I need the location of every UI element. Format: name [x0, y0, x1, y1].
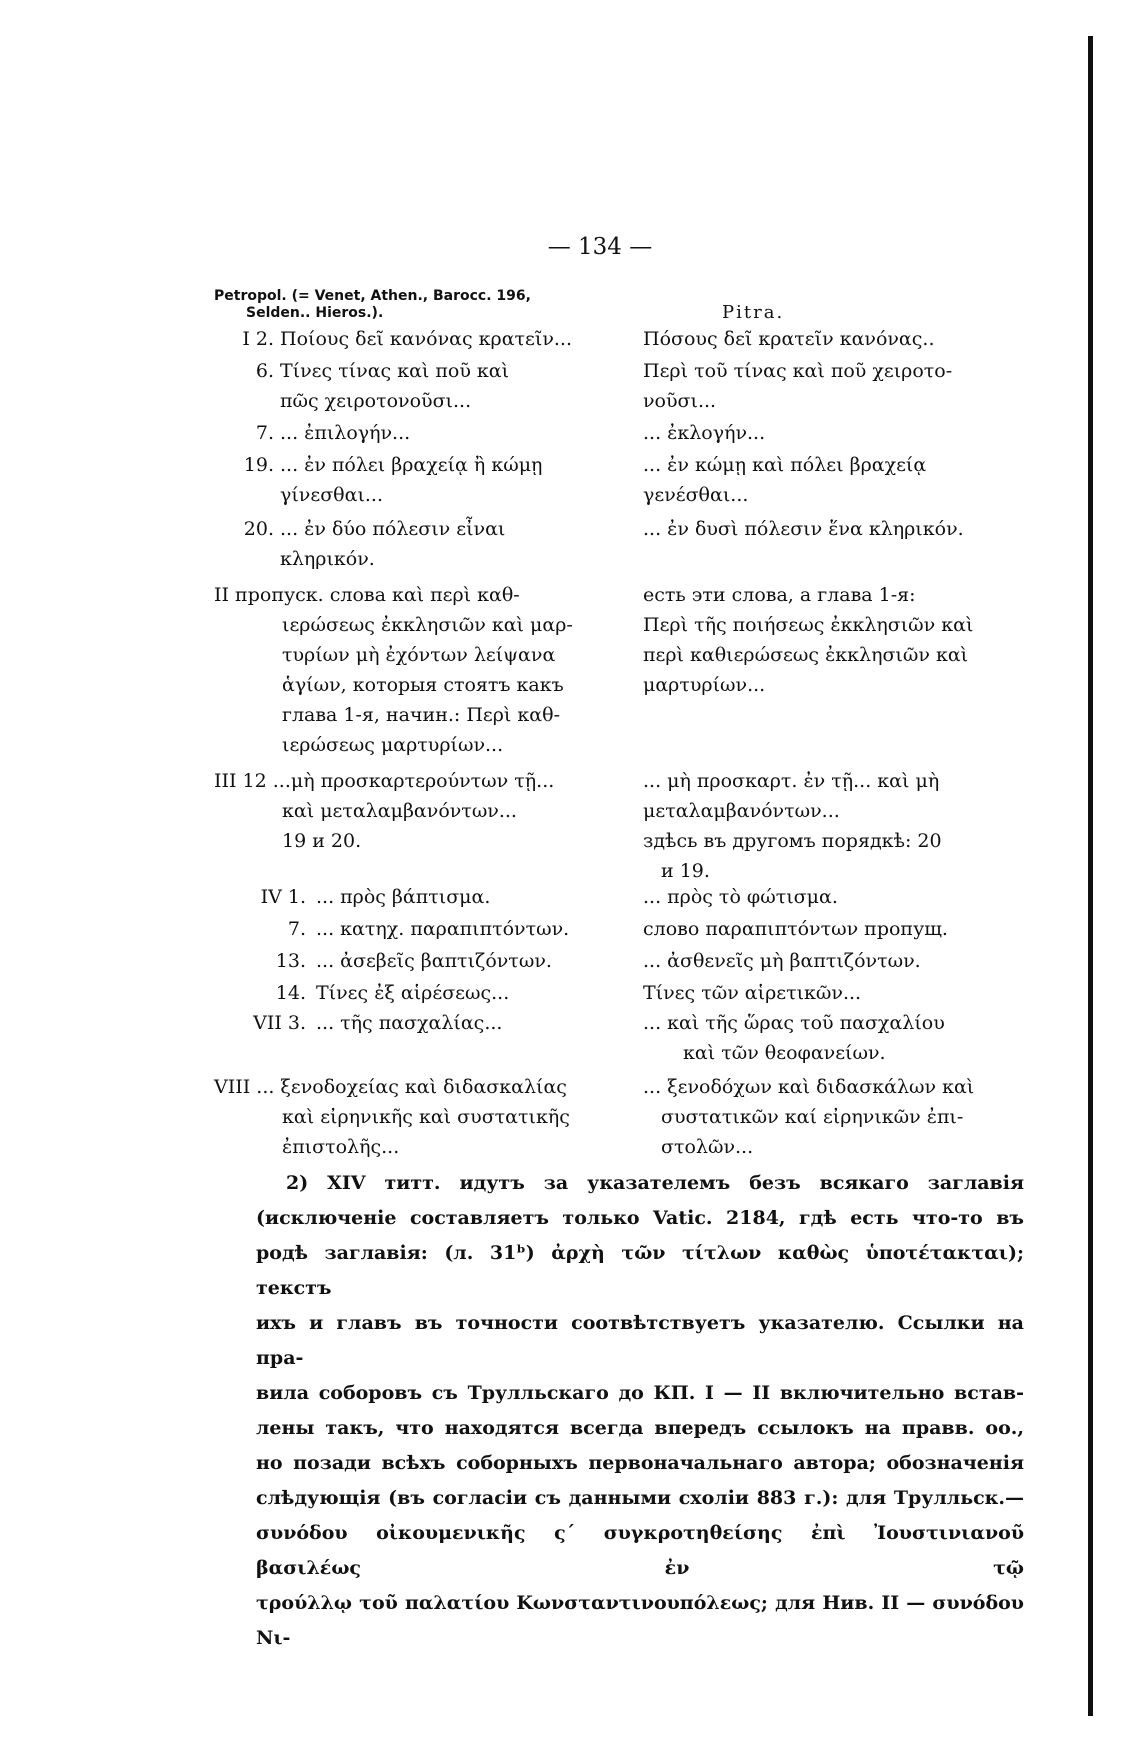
block2-left-line: II пропуск. слова καὶ περὶ καθ- — [214, 584, 520, 606]
row-right: ... καὶ τῆς ὥρας τοῦ πασχαλίου — [643, 1012, 945, 1034]
block2-left-line: глава 1-я, начин.: Περὶ καθ- — [282, 704, 560, 726]
paragraph-line: 2) XIV титт. идутъ за указателемъ безъ всякаго заглавія — [286, 1172, 1024, 1194]
block2-right-line: μαρτυρίων... — [643, 674, 766, 696]
block3-left-line: III 12 ...μὴ προσκαρτερούντων τῇ... — [214, 770, 555, 792]
row-right-cont: νοῦσι... — [643, 390, 717, 412]
row-num: 7. — [255, 422, 274, 444]
block3-left — [214, 766, 642, 856]
paragraph-line: τρούλλῳ τοῦ παλατίου Κωνσταντινουπόλεως; для Нив. II — συνόδου Νι- — [256, 1592, 1024, 1649]
row-right-cont: γενέσθαι... — [643, 484, 749, 506]
row-num: IV 1. — [260, 886, 306, 908]
row-right: ... ἐκλογήν... — [643, 422, 766, 444]
row-num: 19. — [243, 454, 274, 476]
block2-left-line: ιερώσεως ἐκκλησιῶν καὶ μαρ- — [282, 614, 573, 636]
block2-right-line: περὶ καθιερώσεως ἐκκλησιῶν καὶ — [643, 644, 969, 666]
paragraph-line: но позади всѣхъ соборныхъ первоначальнаго автора; обозначенія — [256, 1452, 1024, 1474]
left-header-line1: Petropol. (= Venet, Athen., Barocc. 196, — [214, 288, 531, 304]
block5-left-line: ἐπιστολῆς... — [282, 1136, 400, 1158]
row-right: ... ἐν δυσὶ πόλεσιν ἕνα κληρικόν. — [643, 518, 964, 540]
row-right: ... πρὸς τὸ φώτισμα. — [643, 886, 838, 908]
block5-right-line: ... ξενοδόχων καὶ διδασκάλων καὶ — [643, 1076, 975, 1098]
row-left: ... ἀσεβεῖς βαπτιζόντων. — [316, 950, 552, 972]
paragraph-line: вила соборовъ съ Трулльскаго до КП. I — II включительно встав- — [256, 1382, 1024, 1404]
block2-right — [643, 580, 1023, 700]
block3-right-line: и 19. — [661, 860, 710, 882]
block2-left-line: ἁγίων, которыя стоятъ какъ — [282, 674, 564, 696]
row-left: Ποίους δεῖ κανόνας κρατεῖν... — [280, 328, 573, 350]
body-paragraph — [256, 1166, 1024, 1656]
row-num: 14. — [275, 982, 306, 1004]
row-num: I 2. — [242, 328, 274, 350]
block3-left-line: καὶ μεταλαμβανόντων... — [282, 800, 517, 822]
row-right: Πόσους δεῖ κρατεῖν κανόνας.. — [643, 328, 935, 350]
row-num: 20. — [243, 518, 274, 540]
row-left: ... κατηχ. παραπιπτόντων. — [316, 918, 570, 940]
row-right-cont: καὶ τῶν θεοφανείων. — [683, 1042, 886, 1064]
paragraph-line: συνόδου οἰκουμενικῆς ς´ συγκροτηθείσης ἐπὶ Ἰουστινιανοῦ βασιλέως ἐν τῷ — [256, 1522, 1024, 1579]
block2-left-line: ιερώσεως μαρτυρίων... — [282, 734, 504, 756]
left-column-header — [214, 288, 654, 322]
block5-right-line: στολῶν... — [661, 1136, 754, 1158]
block3-right — [643, 766, 1023, 886]
row-right: Περὶ τοῦ τίνας καὶ ποῦ χειροτο- — [643, 360, 953, 382]
left-header-line2: Selden.. Hieros.). — [246, 305, 384, 321]
block5-left — [214, 1072, 642, 1162]
row-left-cont: πῶς χειροτονοῦσι... — [280, 390, 472, 412]
row-left: ... πρὸς βάπτισμα. — [316, 886, 491, 908]
page-edge-rule — [1088, 36, 1093, 1716]
row-left-cont: κληρικόν. — [280, 548, 375, 570]
paragraph-line: слѣдующія (въ согласіи съ данными схоліи 883 г.): для Трулльск.— — [256, 1487, 1024, 1509]
block2-right-line: Περὶ τῆς ποιήσεως ἐκκλησιῶν καὶ — [643, 614, 974, 636]
row-num: 6. — [255, 360, 274, 382]
row-num: 7. — [287, 918, 306, 940]
row-right: слово παραπιπτόντων пропущ. — [643, 918, 948, 940]
block3-right-line: μεταλαμβανόντων... — [643, 800, 840, 822]
row-num: VII 3. — [253, 1012, 306, 1034]
row-num: 13. — [275, 950, 306, 972]
paragraph-line: лены такъ, что находятся всегда впередъ ссылокъ на правв. оо., — [256, 1417, 1024, 1439]
block3-left-line: 19 и 20. — [282, 830, 362, 852]
row-left: ... ἐν πόλει βραχείᾳ ἢ κώμῃ — [280, 454, 543, 476]
paragraph-line: (исключеніе составляетъ только Vatic. 2184, гдѣ есть что-то въ — [256, 1207, 1024, 1229]
row-left: ... ἐν δύο πόλεσιν εἶναι — [280, 518, 506, 540]
paragraph-line: ихъ и главъ въ точности соотвѣтствуетъ указателю. Ссылки на пра- — [256, 1312, 1024, 1369]
row-left-cont: γίνεσθαι... — [280, 484, 384, 506]
row-left: ... ἐπιλογήν... — [280, 422, 411, 444]
page-number: — 134 — — [547, 234, 653, 260]
block3-right-line: здѣсь въ другомъ порядкѣ: 20 — [643, 830, 942, 852]
row-right: ... ἀσθενεῖς μὴ βαπτιζόντων. — [643, 950, 921, 972]
row-right: ... ἐν κώμῃ καὶ πόλει βραχείᾳ — [643, 454, 927, 476]
block5-left-line: VIII ... ξενοδοχείας καὶ διδασκαλίας — [214, 1076, 567, 1098]
block5-left-line: καὶ εἰρηνικῆς καὶ συστατικῆς — [282, 1106, 570, 1128]
right-column-header: Pitra. — [722, 302, 785, 323]
block2-right-line: есть эти слова, а глава 1-я: — [643, 584, 916, 606]
row-left: Τίνες τίνας καὶ ποῦ καὶ — [280, 360, 510, 382]
row-left: Τίνες ἐξ αἱρέσεως... — [316, 982, 510, 1004]
paragraph-line: родѣ заглавія: (л. 31ᵇ) ἀρχὴ τῶν τίτλων καθὼς ὑποτέτακται); текстъ — [256, 1242, 1024, 1299]
block3-right-line: ... μὴ προσκαρτ. ἐν τῇ... καὶ μὴ — [643, 770, 940, 792]
row-left: ... τῆς πασχαλίας... — [316, 1012, 503, 1034]
block2-left — [214, 580, 642, 760]
row-right: Τίνες τῶν αἱρετικῶν... — [643, 982, 862, 1004]
block5-right-line: συστατικῶν καί εἰρηνικῶν ἐπι- — [661, 1106, 964, 1128]
block5-right — [643, 1072, 1023, 1162]
block2-left-line: τυρίων μὴ ἐχόντων λείψανα — [282, 644, 556, 666]
